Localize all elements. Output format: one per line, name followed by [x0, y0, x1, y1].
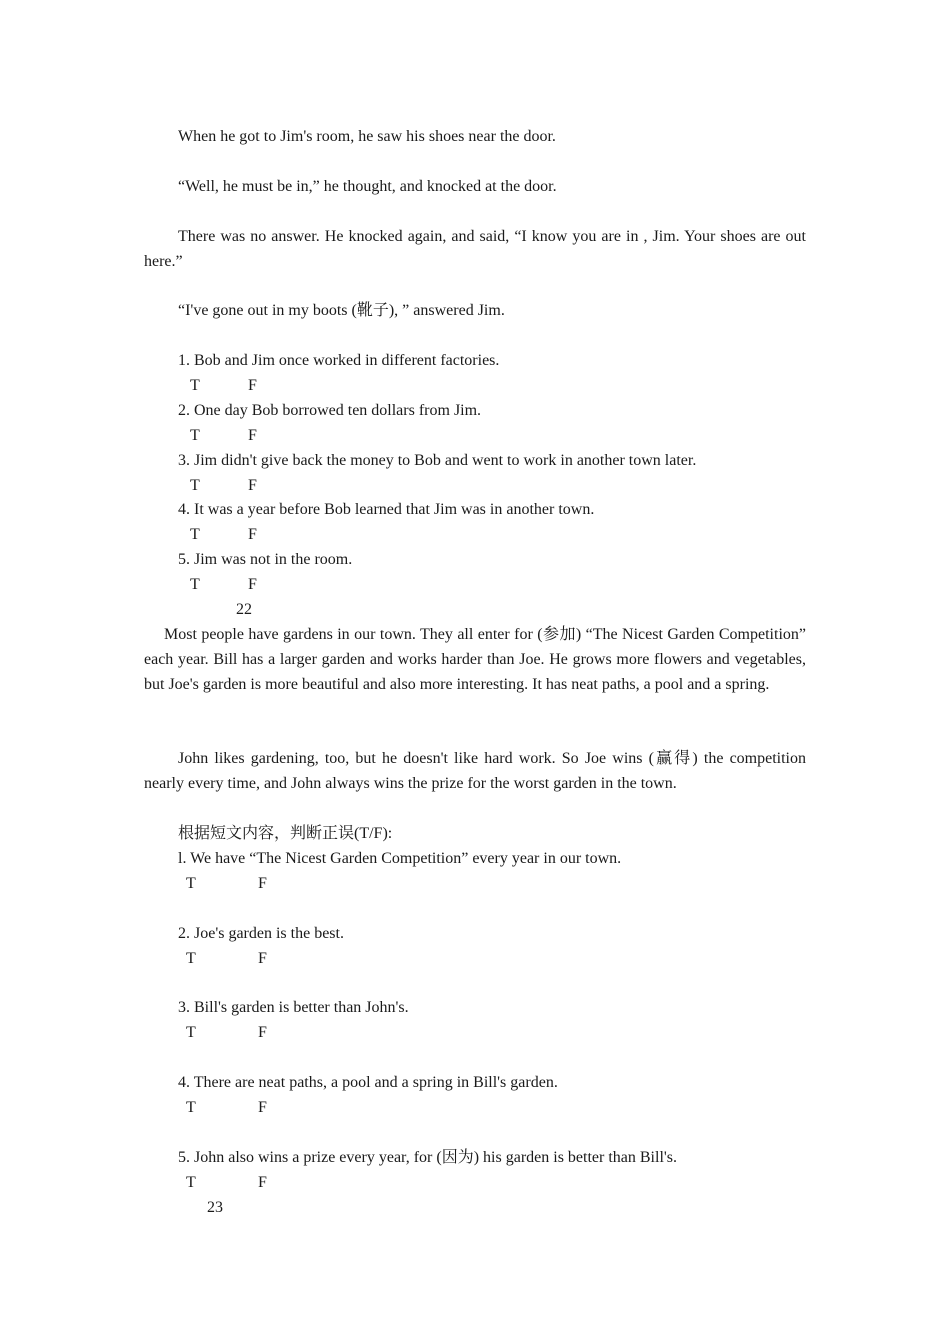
- section-number-22: 22: [236, 601, 252, 618]
- quiz1-q1-true-option[interactable]: T: [190, 377, 200, 394]
- quiz2-instruction: 根据短文内容，判断正误(T/F):: [178, 825, 393, 842]
- quiz1-q1-false-option[interactable]: F: [248, 377, 257, 394]
- story1-paragraph-3: There was no answer. He knocked again, and said, “I know you are in , Jim. Your shoes are out here.”: [144, 228, 806, 270]
- quiz2-question-1: l. We have “The Nicest Garden Competition” every year in our town.: [178, 850, 622, 867]
- quiz2-q5-true-option[interactable]: T: [186, 1174, 196, 1191]
- story1-paragraph-2: “Well, he must be in,” he thought, and knocked at the door.: [178, 178, 557, 195]
- story2-paragraph-2: John likes gardening, too, but he doesn't like hard work. So Joe wins (赢得) the competition nearly every time, and John always wins the prize for the worst garden in the town.: [144, 750, 806, 792]
- quiz2-q5-false-option[interactable]: F: [258, 1174, 267, 1191]
- quiz1-q5-true-option[interactable]: T: [190, 576, 200, 593]
- quiz1-q5-false-option[interactable]: F: [248, 576, 257, 593]
- story1-paragraph-1: When he got to Jim's room, he saw his shoes near the door.: [178, 128, 556, 145]
- quiz1-question-1: 1. Bob and Jim once worked in different factories.: [178, 352, 500, 369]
- quiz2-q2-true-option[interactable]: T: [186, 950, 196, 967]
- quiz1-q4-true-option[interactable]: T: [190, 526, 200, 543]
- quiz2-question-3: 3. Bill's garden is better than John's.: [178, 999, 409, 1016]
- quiz1-question-2: 2. One day Bob borrowed ten dollars from Jim.: [178, 402, 482, 419]
- quiz2-q1-true-option[interactable]: T: [186, 875, 196, 892]
- quiz1-question-4: 4. It was a year before Bob learned that Jim was in another town.: [178, 501, 595, 518]
- story2-paragraph-1: Most people have gardens in our town. They all enter for (参加) “The Nicest Garden Competition” each year. Bill has a larger garden and works harder than Joe. He grows more flowers and vegetables, but Joe's garden is more beautiful and also more interesting. It has neat paths, a pool and a spring.: [144, 626, 806, 693]
- quiz2-question-2: 2. Joe's garden is the best.: [178, 925, 344, 942]
- quiz1-q2-false-option[interactable]: F: [248, 427, 257, 444]
- quiz1-q3-true-option[interactable]: T: [190, 477, 200, 494]
- quiz1-q2-true-option[interactable]: T: [190, 427, 200, 444]
- quiz1-q4-false-option[interactable]: F: [248, 526, 257, 543]
- quiz2-q4-false-option[interactable]: F: [258, 1099, 267, 1116]
- quiz2-q3-false-option[interactable]: F: [258, 1024, 267, 1041]
- quiz1-question-3: 3. Jim didn't give back the money to Bob and went to work in another town later.: [178, 452, 697, 469]
- quiz1-question-5: 5. Jim was not in the room.: [178, 551, 353, 568]
- quiz2-q2-false-option[interactable]: F: [258, 950, 267, 967]
- quiz2-q3-true-option[interactable]: T: [186, 1024, 196, 1041]
- quiz2-question-4: 4. There are neat paths, a pool and a spring in Bill's garden.: [178, 1074, 558, 1091]
- section-number-23: 23: [207, 1199, 223, 1216]
- quiz2-q1-false-option[interactable]: F: [258, 875, 267, 892]
- story1-paragraph-4: “I've gone out in my boots (靴子), ” answered Jim.: [178, 302, 505, 319]
- quiz2-q4-true-option[interactable]: T: [186, 1099, 196, 1116]
- quiz2-question-5: 5. John also wins a prize every year, for (因为) his garden is better than Bill's.: [178, 1149, 678, 1166]
- quiz1-q3-false-option[interactable]: F: [248, 477, 257, 494]
